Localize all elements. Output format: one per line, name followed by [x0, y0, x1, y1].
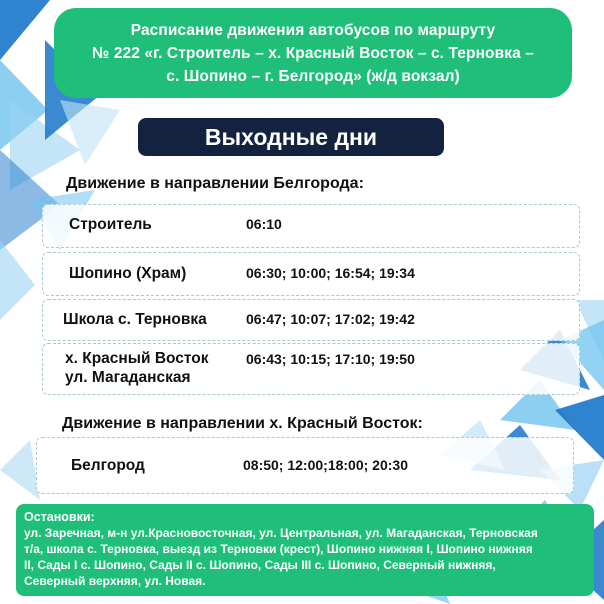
table-row: [42, 204, 580, 248]
stops-line: Северный верхняя, ул. Новая.: [24, 574, 206, 588]
header-line-3: с. Шопино – г. Белгород» (ж/д вокзал): [166, 67, 460, 85]
direction-title-belgorod: Движение в направлении Белгорода:: [66, 175, 364, 192]
stop-name-second-line: ул. Магаданская: [65, 369, 191, 386]
stop-name: Школа с. Терновка: [63, 311, 207, 328]
stop-name: Белгород: [71, 457, 145, 474]
departure-times: 06:47; 10:07; 17:02; 19:42: [246, 311, 415, 327]
departure-times: 06:10: [246, 216, 282, 232]
day-type-banner: Выходные дни: [138, 118, 444, 156]
table-row: [42, 299, 580, 341]
stop-name: Шопино (Храм): [69, 265, 187, 282]
table-row: [42, 343, 580, 395]
route-header: [54, 8, 572, 98]
stops-line: II, Сады I с. Шопино, Сады II с. Шопино, Сады III с. Шопино, Северный нижняя,: [24, 558, 496, 572]
stop-name: х. Красный Восток: [65, 350, 209, 367]
stops-list: [16, 504, 594, 596]
header-line-1: Расписание движения автобусов по маршруту: [130, 21, 496, 39]
departure-times: 08:50; 12:00;18:00; 20:30: [243, 457, 408, 473]
table-row: [42, 252, 580, 296]
header-line-2: № 222 «г. Строитель – х. Красный Восток – с. Терновка –: [92, 44, 534, 62]
stops-line: т/а, школа с. Терновка, выезд из Терновки (крест), Шопино нижняя I, Шопино нижняя: [24, 542, 533, 556]
departure-times: 06:30; 10:00; 16:54; 19:34: [246, 265, 415, 281]
table-row: [36, 437, 574, 494]
direction-title-krasny-vostok: Движение в направлении х. Красный Восток:: [62, 415, 423, 432]
stop-name: Строитель: [69, 216, 152, 233]
departure-times: 06:43; 10:15; 17:10; 19:50: [246, 351, 415, 367]
stops-line: ул. Заречная, м-н ул.Красновосточная, ул. Центральная, ул. Магаданская, Терновская: [24, 526, 538, 540]
stops-title: Остановки:: [24, 510, 95, 524]
